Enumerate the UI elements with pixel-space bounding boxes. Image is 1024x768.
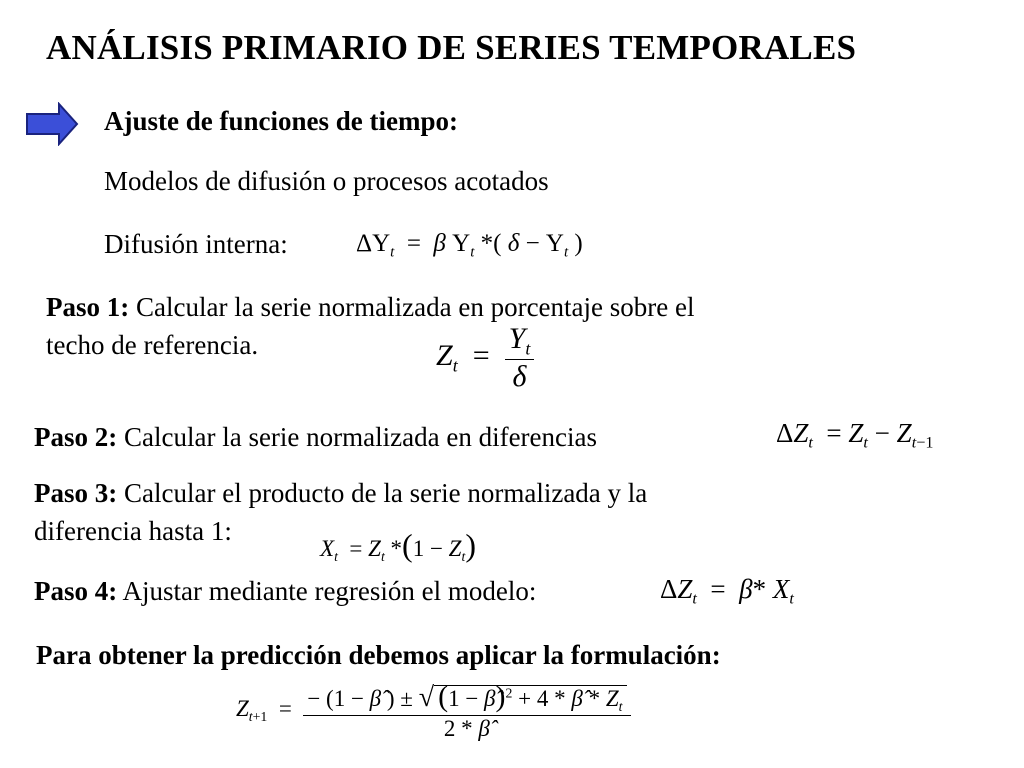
step-text: Ajustar mediante regresión el modelo:: [122, 576, 537, 606]
step-label: Paso 2:: [34, 422, 118, 452]
step-1: [46, 288, 694, 364]
step-4: [34, 572, 536, 610]
step-text: Calcular el producto de la serie normalizada y la: [124, 478, 648, 508]
difference-formula: $\Delta Z_t = Z_t - Z_{t-1}$: [776, 418, 934, 452]
diffusion-formula: $\Delta Y_t = \beta$ $Y_t$ *( $\delta - Y_t$ ): [356, 230, 583, 261]
step-2: [34, 418, 597, 456]
product-formula: $X_t = Z_t$ $*(1 - Z_t)$: [320, 527, 476, 564]
step-text: Calcular la serie normalizada en diferencias: [124, 422, 598, 452]
prediction-heading: Para obtener la predicción debemos aplicar la formulación:: [36, 640, 721, 670]
step-text: Calcular la serie normalizada en porcentaje sobre el: [136, 292, 695, 322]
right-arrow-icon: [25, 102, 79, 146]
step-text-continued: diferencia hasta 1:: [34, 516, 232, 546]
normalized-formula: $Z_t$ = $\frac{Y_t}{\delta}$: [436, 322, 534, 394]
regression-formula: $\Delta Z_t = \beta*$ $X_t$: [660, 574, 794, 608]
step-label: Paso 4:: [34, 576, 118, 606]
step-label: Paso 3:: [34, 478, 118, 508]
prediction-formula: $Z_{t+1}$ = $\frac{- (1 - \betâ ) \pm √ (1 - \betâ)^2 + 4 * \betâ * Z_t}{2 * \betâ}$: [236, 680, 631, 742]
section-heading: Ajuste de funciones de tiempo:: [104, 106, 458, 136]
step-text-continued: techo de referencia.: [46, 330, 259, 360]
models-line: Modelos de difusión o procesos acotados: [104, 166, 549, 196]
diffusion-label: Difusión interna:: [104, 229, 288, 259]
step-label: Paso 1:: [46, 292, 130, 322]
slide-title: ANÁLISIS PRIMARIO DE SERIES TEMPORALES: [46, 28, 857, 67]
